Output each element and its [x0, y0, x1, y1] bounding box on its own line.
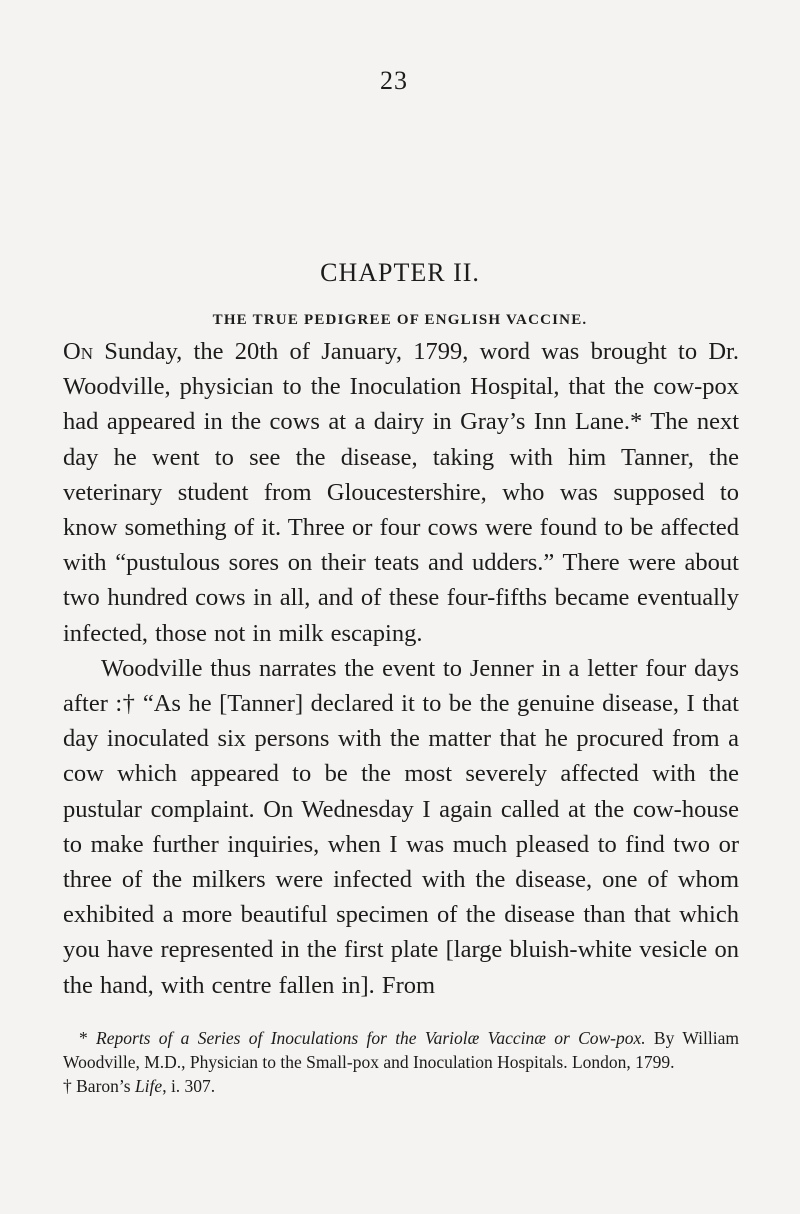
chapter-title: CHAPTER II. — [320, 258, 480, 287]
footnote-2-text: , i. 307. — [162, 1076, 216, 1096]
footnote-1-mark: * — [79, 1028, 97, 1048]
page-number: 23 — [380, 66, 408, 95]
footnote-1-text: By William Woodville, M.D., Physician to the Small-pox and Inoculation Hospitals. London, 1799. — [63, 1028, 739, 1072]
footnote-2-mark: † Baron’s — [63, 1076, 135, 1096]
paragraph-1-text: Sunday, the 20th of January, 1799, word was brought to Dr. Woodville, physician to the Inoculation Hospital, that the cow-pox had appeared in the cows at a dairy in Gray’s Inn Lane.* The next day he went to see the disease, taking with him Tanner, the veterinary student from Gloucestershire, who was supposed to know something of it. Three or four cows were found to be affected with “pustulous sores on their teats and udders.” There were about two hundred cows in all, and of these four-fifths became eventually infected, those not in milk escaping. — [63, 338, 739, 647]
paragraph-1-first-word: On — [63, 338, 93, 365]
footnotes — [63, 1026, 739, 1098]
footnote-1 — [63, 1026, 739, 1074]
paragraph-1 — [63, 334, 739, 651]
body-text — [63, 334, 739, 1003]
chapter-subtitle: THE TRUE PEDIGREE OF ENGLISH VACCINE. — [212, 312, 588, 328]
footnote-2-title: Life — [134, 1076, 163, 1096]
paragraph-2: Woodville thus narrates the event to Jenner in a letter four days after :† “As he [Tanner] declared it to be the genuine disease, I that day inoculated six persons with the matter that he procured from a cow which appeared to be the most severely affected with the pustular complaint. On Wednesday I again called at the cow-house to make further inquiries, when I was much pleased to find two or three of the milkers were infected with the disease, one of whom exhibited a more beautiful specimen of the disease than that which you have represented in the first plate [large bluish-white vesicle on the hand, with centre fallen in]. From — [63, 654, 739, 999]
footnote-2 — [63, 1074, 739, 1098]
footnote-1-title: Reports of a Series of Inoculations for the Variolæ Vaccinæ or Cow-pox. — [96, 1028, 646, 1048]
